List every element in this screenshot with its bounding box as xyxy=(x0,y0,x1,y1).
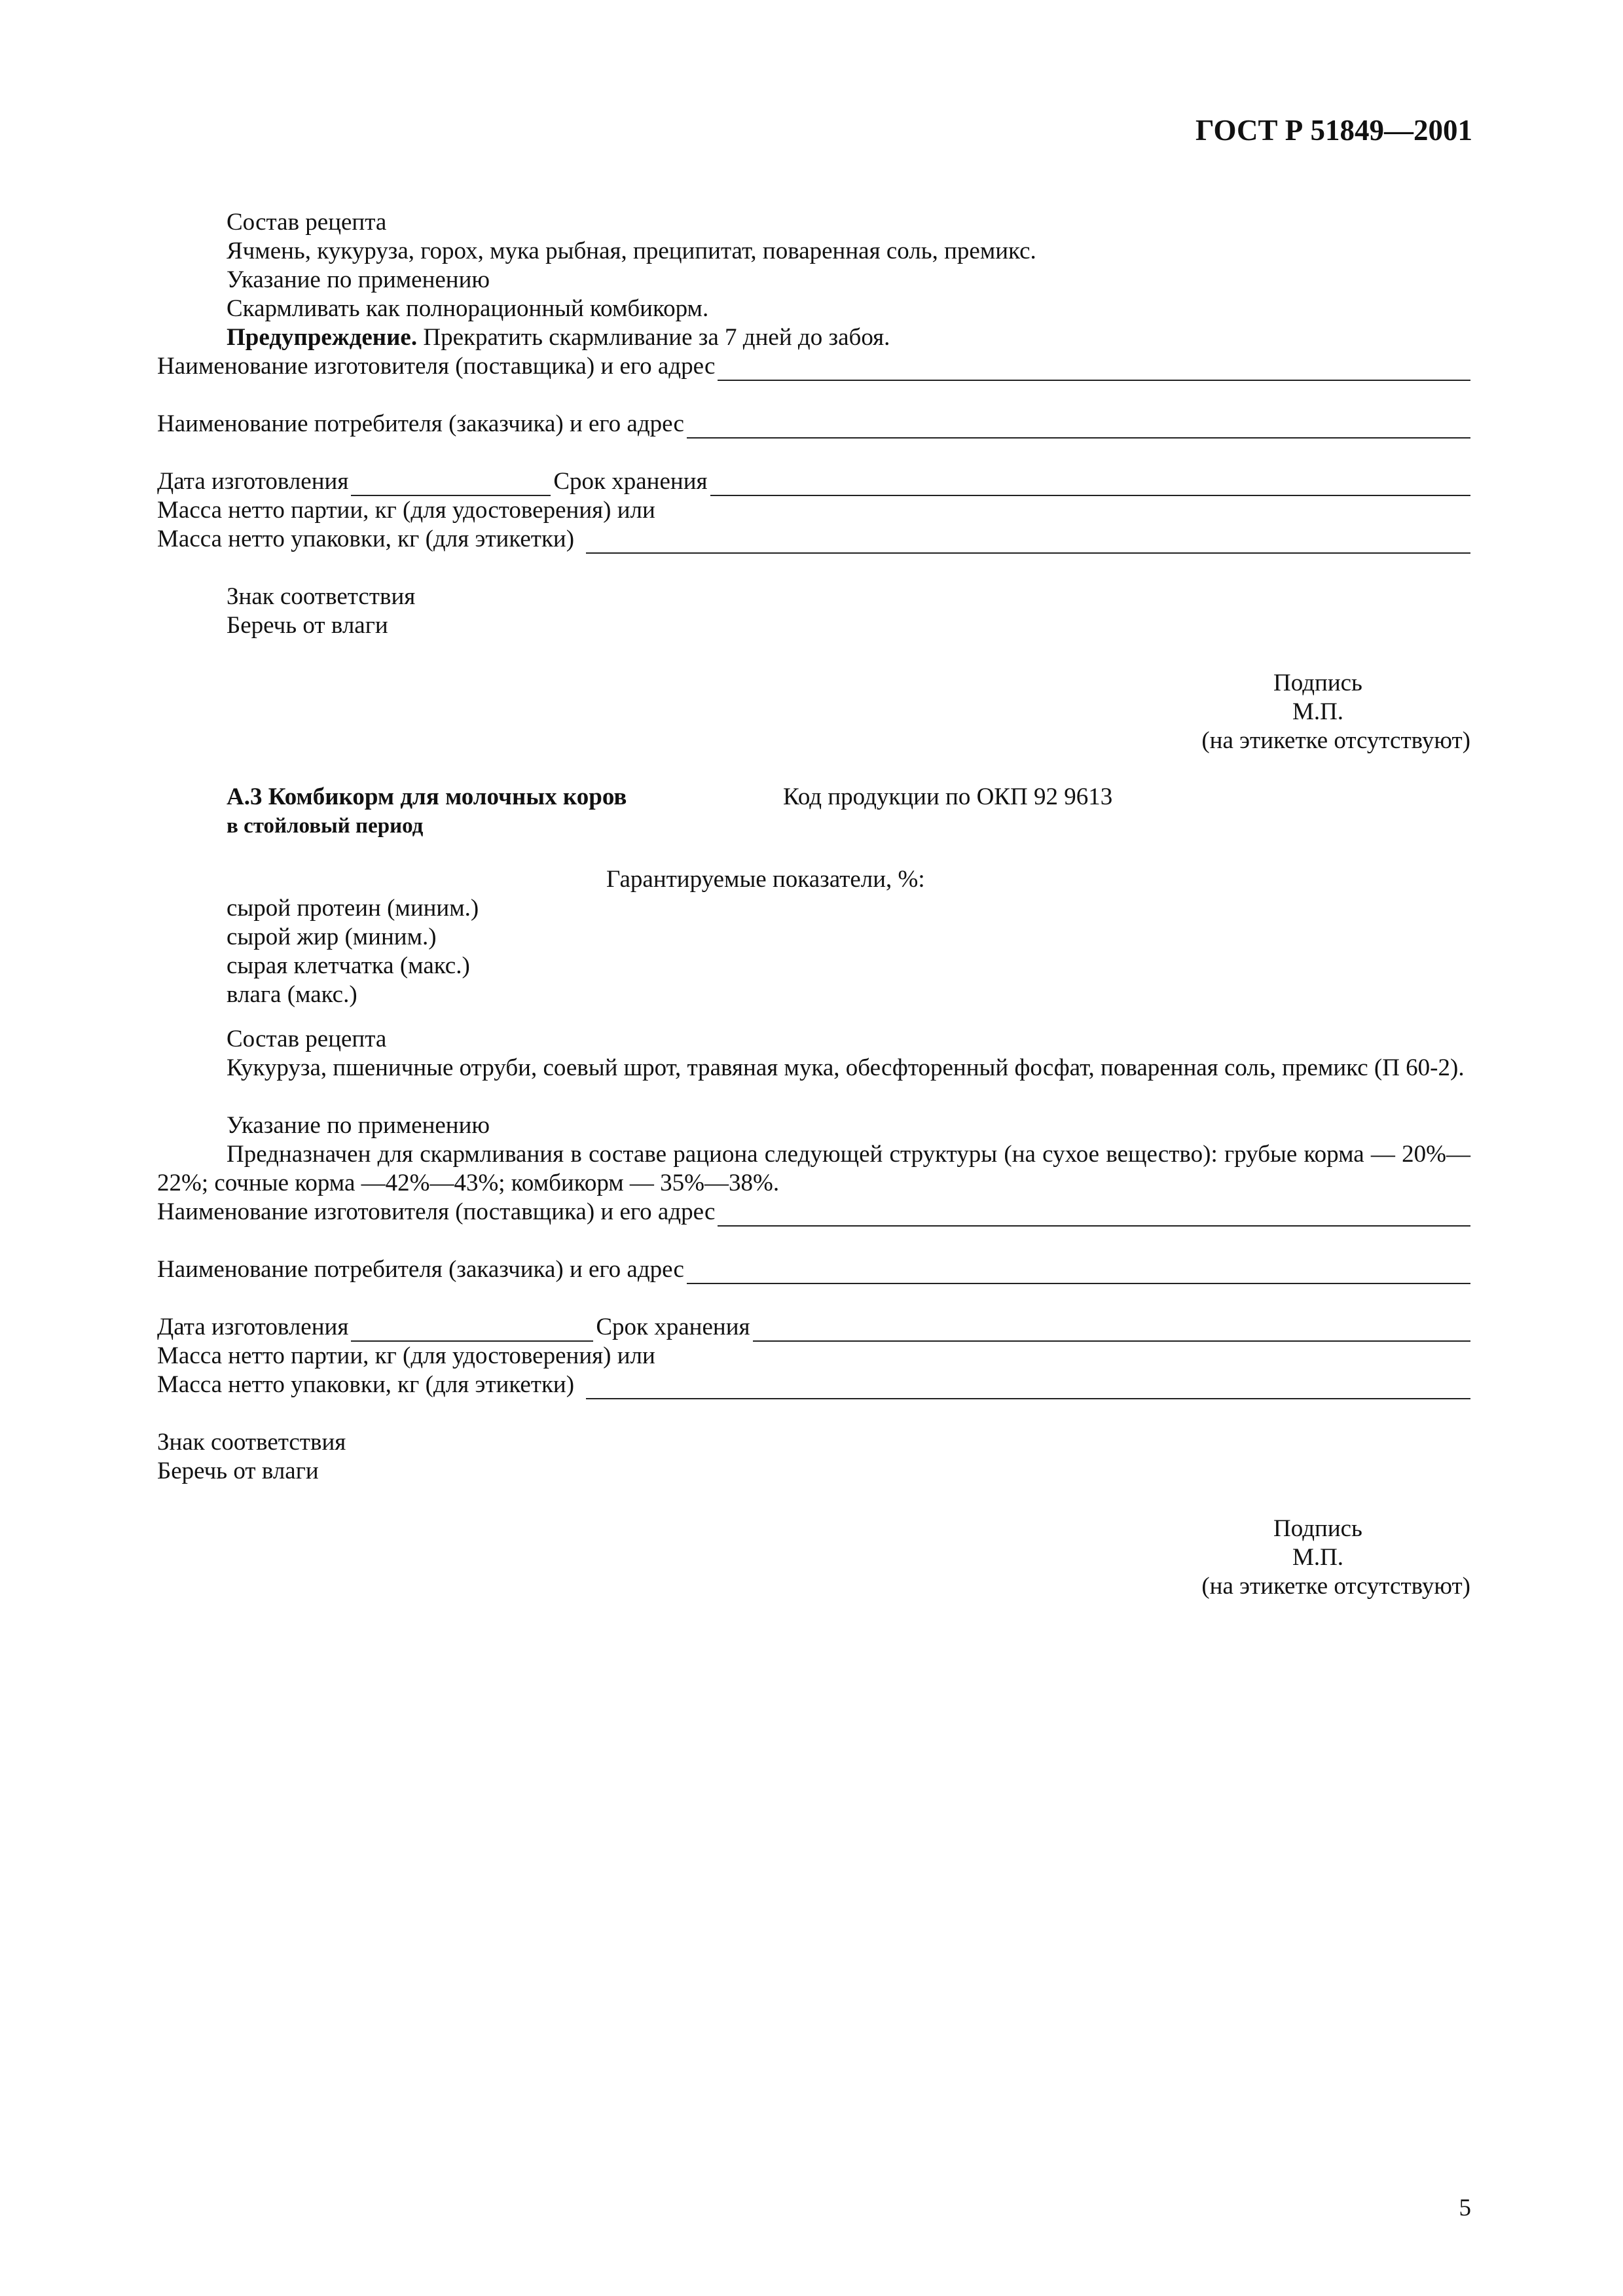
indicator-moisture: влага (макс.) xyxy=(227,981,357,1008)
consumer-label: Наименование потребителя (заказчика) и его адрес xyxy=(157,410,684,437)
mass-pack-label: Масса нетто упаковки, кг (для этикетки) xyxy=(157,526,575,552)
mass-pack-label-a3: Масса нетто упаковки, кг (для этикетки) xyxy=(157,1371,575,1398)
shelf-line xyxy=(710,471,1470,496)
absent-note-a3: (на этикетке отсутствуют) xyxy=(1201,1573,1470,1600)
mass-batch: Масса нетто партии, кг (для удостоверения) или xyxy=(157,497,655,524)
consumer-field xyxy=(157,410,1470,439)
consumer-line-a3 xyxy=(687,1259,1470,1284)
signature-label: Подпись xyxy=(1273,670,1362,696)
shelf-line-a3 xyxy=(753,1317,1470,1342)
consumer-field-a3 xyxy=(157,1255,1470,1284)
seal-label: М.П. xyxy=(1292,698,1344,725)
usage-text-a3: Предназначен для скармливания в составе рациона следующей структуры (на сухое вещество): грубые корма — 20%—22%; сочные корма —42%—43%; комбикорм — 35%—38%. xyxy=(157,1141,1470,1196)
date-shelf-field xyxy=(157,467,1470,496)
recipe-title: Состав рецепта xyxy=(227,209,387,236)
usage-title-a3: Указание по применению xyxy=(227,1112,490,1139)
conformity-mark-a3: Знак соответствия xyxy=(157,1429,346,1456)
recipe-text-a3: Кукуруза, пшеничные отруби, соевый шрот, травяная мука, обесфторенный фосфат, поваренная соль, премикс (П 60-2). xyxy=(227,1054,1465,1081)
warning-line xyxy=(227,323,890,352)
shelf-label-a3: Срок хранения xyxy=(596,1314,750,1340)
warning-label: Предупреждение. xyxy=(227,324,418,351)
manufacturer-label-a3: Наименование изготовителя (поставщика) и его адрес xyxy=(157,1198,716,1225)
section-title: А.3 Комбикорм для молочных коров xyxy=(227,783,627,810)
keep-dry: Беречь от влаги xyxy=(227,612,388,639)
mass-pack-line-a3 xyxy=(586,1374,1470,1399)
usage-text: Скармливать как полнорационный комбикорм. xyxy=(227,295,709,322)
date-label: Дата изготовления xyxy=(157,468,349,495)
mass-batch-a3: Масса нетто партии, кг (для удостоверения) или xyxy=(157,1342,655,1369)
manufacturer-field xyxy=(157,352,1470,381)
manufacturer-field-a3 xyxy=(157,1198,1470,1227)
page-number: 5 xyxy=(1459,2195,1471,2221)
section-subtitle: в стойловый период xyxy=(227,814,424,838)
signature-block-a3 xyxy=(1165,1515,1470,1601)
seal-label-a3: М.П. xyxy=(1292,1544,1344,1571)
shelf-label: Срок хранения xyxy=(553,468,708,495)
signature-label-a3: Подпись xyxy=(1273,1515,1362,1542)
indicator-protein: сырой протеин (миним.) xyxy=(227,895,479,922)
standard-number: ГОСТ Р 51849—2001 xyxy=(1195,114,1472,147)
date-label-a3: Дата изготовления xyxy=(157,1314,349,1340)
recipe-title-a3: Состав рецепта xyxy=(227,1026,387,1052)
mass-pack-field-a3 xyxy=(157,1371,1470,1399)
guaranteed-indicators-title: Гарантируемые показатели, %: xyxy=(606,866,925,893)
indicator-fat: сырой жир (миним.) xyxy=(227,924,437,950)
conformity-mark: Знак соответствия xyxy=(227,583,416,610)
date-line xyxy=(351,471,551,496)
mass-pack-field xyxy=(157,525,1470,554)
indicator-fiber: сырая клетчатка (макс.) xyxy=(227,952,470,979)
date-shelf-field-a3 xyxy=(157,1313,1470,1342)
manufacturer-line-a3 xyxy=(718,1202,1470,1227)
manufacturer-line xyxy=(718,356,1470,381)
warning-text: Прекратить скармливание за 7 дней до забоя. xyxy=(423,324,890,351)
consumer-label-a3: Наименование потребителя (заказчика) и его адрес xyxy=(157,1256,684,1283)
manufacturer-label: Наименование изготовителя (поставщика) и его адрес xyxy=(157,353,716,380)
consumer-line xyxy=(687,414,1470,439)
mass-pack-line xyxy=(586,529,1470,554)
absent-note: (на этикетке отсутствуют) xyxy=(1201,727,1470,754)
keep-dry-a3: Беречь от влаги xyxy=(157,1458,319,1484)
date-line-a3 xyxy=(351,1317,593,1342)
product-code: Код продукции по ОКП 92 9613 xyxy=(783,783,1113,810)
usage-title: Указание по применению xyxy=(227,266,490,293)
signature-block xyxy=(1165,669,1470,755)
recipe-text: Ячмень, кукуруза, горох, мука рыбная, преципитат, поваренная соль, премикс. xyxy=(227,238,1036,264)
